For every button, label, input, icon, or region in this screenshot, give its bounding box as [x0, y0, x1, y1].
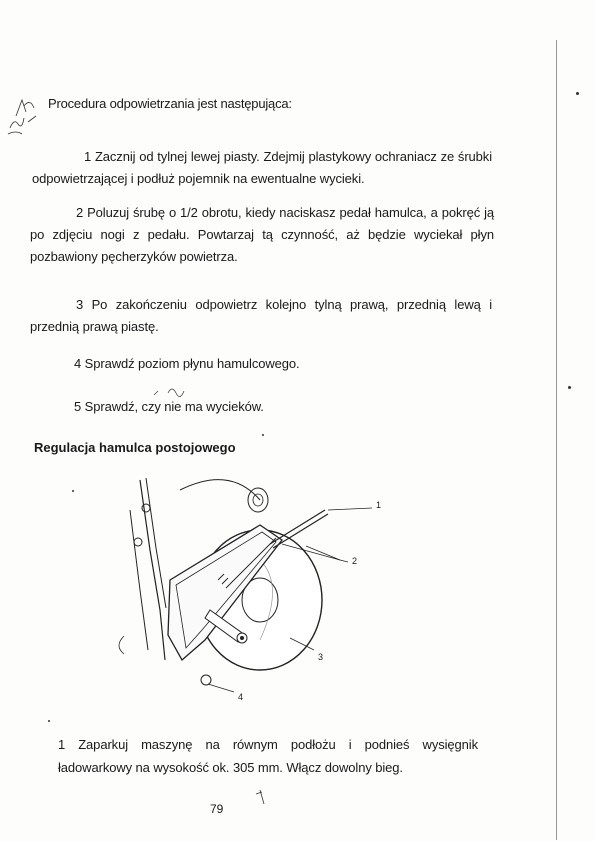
speck — [576, 92, 579, 95]
brake-illustration — [110, 470, 410, 715]
page-edge-line — [556, 40, 557, 840]
handwritten-scribble — [150, 383, 190, 401]
step-3: 3 Po zakończeniu odpowietrz kolejno tylną prawą, przednią lewą i przednią prawą piastę. — [30, 297, 492, 334]
speck — [48, 720, 50, 722]
handwritten-margin-note — [4, 88, 40, 138]
parking-step-1: 1 Zaparkuj maszynę na równym podłożu i podnieś wysięgnik ładowarkowy na wysokość ok. 305 mm. Włącz dowolny bieg. — [58, 737, 478, 775]
speck — [568, 386, 571, 389]
section-title: Regulacja hamulca postojowego — [34, 440, 236, 455]
figure-label-3: 3 — [318, 652, 324, 662]
page-number: 79 — [210, 802, 224, 816]
step-1: 1 Zacznij od tylnej lewej piasty. Zdejmij plastykowy ochraniacz ze śrubki odpowietrzającej i podłuż pojemnik na ewentualne wycieki. — [32, 149, 492, 186]
figure-label-1: 1 — [376, 500, 382, 510]
handwritten-scribble-bottom — [250, 784, 280, 808]
step-5: 5 Sprawdź, czy nie ma wycieków. — [74, 399, 264, 414]
step-4: 4 Sprawdź poziom płynu hamulcowego. — [74, 356, 300, 371]
figure-label-4: 4 — [238, 692, 244, 702]
procedure-intro: Procedura odpowietrzania jest następująca: — [48, 96, 292, 111]
speck — [262, 434, 264, 436]
figure-label-2: 2 — [352, 556, 358, 566]
step-2: 2 Poluzuj śrubę o 1/2 obrotu, kiedy naciskasz pedał hamulca, a pokręć ją po zdjęciu nogi z pedału. Powtarzaj tą czynność, aż będzie wyciekał płyn pozbawiony pęcherzyków powietrza. — [30, 205, 494, 264]
speck — [72, 490, 74, 492]
parking-brake-diagram — [110, 470, 410, 715]
